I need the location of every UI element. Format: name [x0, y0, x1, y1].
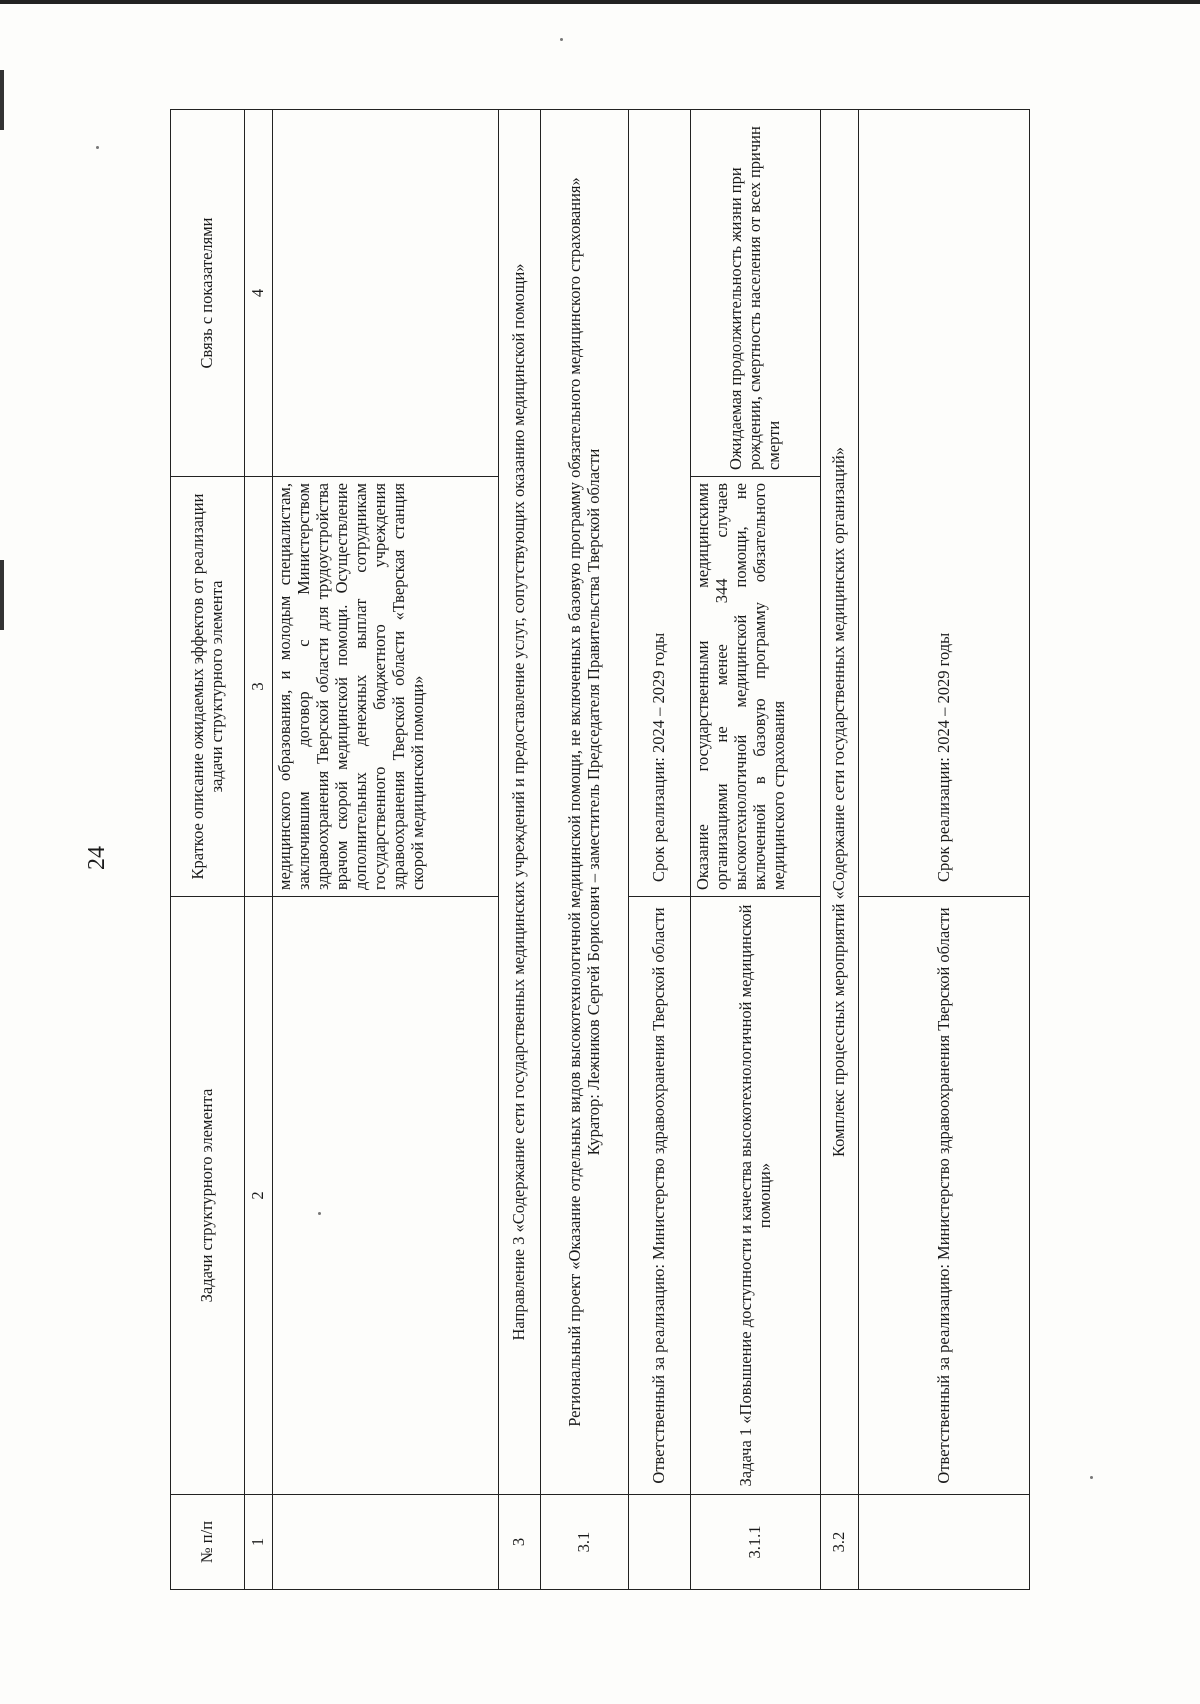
- term-cell: Срок реализации: 2024 – 2029 годы: [859, 110, 1030, 897]
- table-index-row: [245, 110, 273, 1590]
- scan-speck: [318, 1212, 321, 1215]
- scan-speck: [96, 146, 99, 149]
- structural-elements-table: [170, 109, 1030, 1590]
- rotated-table-sheet: [170, 110, 1030, 1590]
- header-tasks: Задачи структурного элемента: [171, 897, 245, 1495]
- header-effects: Краткое описание ожидаемых эффектов от реализации задачи структурного элемента: [171, 477, 245, 897]
- index-cell: 2: [245, 897, 273, 1495]
- table-row: [821, 110, 859, 1590]
- scan-left-mark: [0, 70, 4, 130]
- table-row: [541, 110, 629, 1590]
- header-link: Связь с показателями: [171, 110, 245, 477]
- responsible-cell: Ответственный за реализацию: Министерство здравоохранения Тверской области: [629, 897, 691, 1495]
- table-row: [691, 110, 821, 1590]
- task-1-effect-cell: Оказание государственными медицинскими организациями не менее 344 случаев высокотехнологичной медицинской помощи, не включенной в базовую программу обязательного медицинского страхования: [691, 477, 821, 897]
- row-effect-cell: медицинского образования, и молодым специалистам, заключившим договор с Министерством здравоохранения Тверской области для трудоустройства врачом скорой медицинской помощи. Осуществление дополнительных денежных выплат сотрудникам государственного бюджетного учреждения здравоохранения Тверской области «Тверская станция скорой медицинской помощи»: [273, 477, 499, 897]
- table-row: [273, 110, 499, 1590]
- row-num-cell: 3.1: [541, 1495, 629, 1590]
- index-cell: 3: [245, 477, 273, 897]
- scan-speck: [1090, 1476, 1093, 1479]
- task-1-link-cell: Ожидаемая продолжительность жизни при рождении, смертность населения от всех причин смерти: [691, 110, 821, 477]
- responsible-cell: Ответственный за реализацию: Министерство здравоохранения Тверской области: [859, 897, 1030, 1495]
- direction-3-title: Направление 3 «Содержание сети государственных медицинских учреждений и предоставление услуг, сопутствующих оказанию медицинской помощи»: [499, 110, 541, 1495]
- process-complex-title: Комплекс процессных мероприятий «Содержание сети государственных медицинских организаций»: [821, 110, 859, 1495]
- task-1-cell: Задача 1 «Повышение доступности и качества высокотехнологичной медицинской помощи»: [691, 897, 821, 1495]
- scan-top-edge: [0, 0, 1200, 4]
- row-num-cell: [273, 1495, 499, 1590]
- table-header-row: [171, 110, 245, 1590]
- table-row: [499, 110, 541, 1590]
- header-num: № п/п: [171, 1495, 245, 1590]
- row-num-cell: 3.2: [821, 1495, 859, 1590]
- table-row: [629, 110, 691, 1590]
- row-num-cell: 3: [499, 1495, 541, 1590]
- term-cell: Срок реализации: 2024 – 2029 годы: [629, 110, 691, 897]
- row-num-cell: [629, 1495, 691, 1590]
- table-row: [859, 110, 1030, 1590]
- row-num-cell: 3.1.1: [691, 1495, 821, 1590]
- scan-left-mark: [0, 560, 4, 630]
- regional-project-name: Региональный проект «Оказание отдельных видов высокотехнологичной медицинской помощи, не включенных в базовую программу обязательного медицинского страхования»: [564, 177, 584, 1427]
- row-task-cell: [273, 897, 499, 1495]
- project-curator: Куратор: Лежников Сергей Борисович – заместитель Председателя Правительства Тверской области: [583, 448, 603, 1156]
- row-num-cell: [859, 1495, 1030, 1590]
- regional-project-title: [541, 110, 629, 1495]
- index-cell: 4: [245, 110, 273, 477]
- row-link-cell: [273, 110, 499, 477]
- page-number: 24: [84, 846, 110, 870]
- index-cell: 1: [245, 1495, 273, 1590]
- scan-speck: [560, 38, 563, 41]
